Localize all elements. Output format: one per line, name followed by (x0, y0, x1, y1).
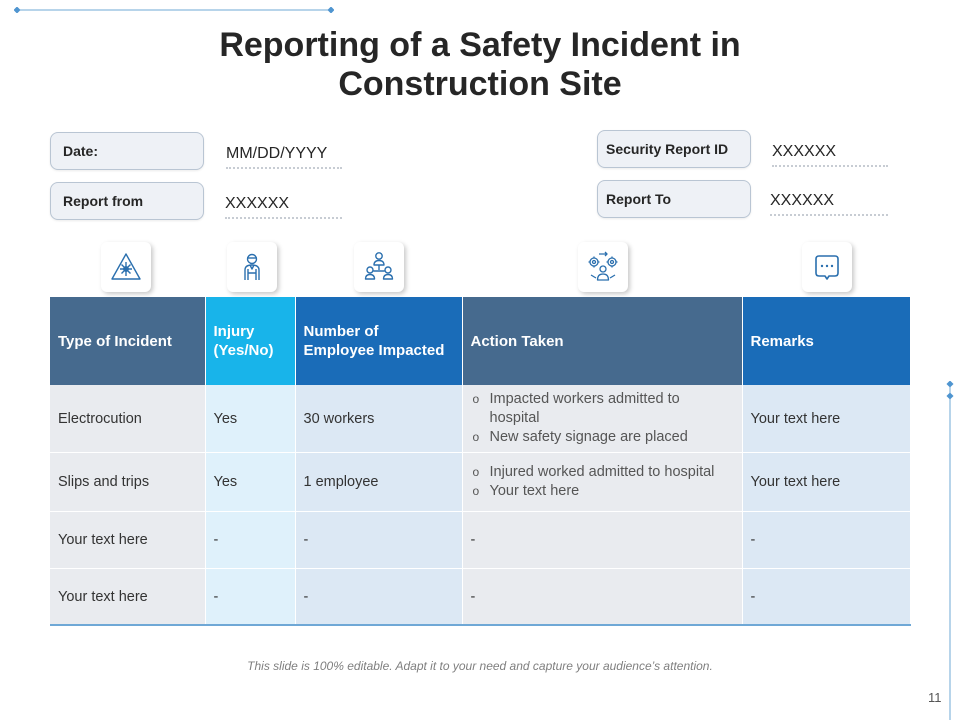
cell-injury: Yes (205, 385, 295, 453)
gears-team-icon (585, 249, 621, 285)
header-remarks: Remarks (742, 297, 910, 385)
page-title (120, 26, 840, 104)
cell-action (462, 453, 742, 512)
cell-employees: - (295, 569, 462, 626)
injury-icon-card (227, 242, 277, 292)
employees-icon-card (354, 242, 404, 292)
top-decorative-line (14, 7, 334, 13)
cell-type: Your text here (50, 569, 205, 626)
bullet: o (472, 430, 480, 444)
incident-table (50, 297, 911, 626)
cell-type: Your text here (50, 512, 205, 569)
action-list (471, 463, 734, 501)
report-to-field[interactable]: XXXXXX (770, 182, 888, 216)
hazard-icon-card (101, 242, 151, 292)
remarks-icon-card (802, 242, 852, 292)
cell-type: Electrocution (50, 385, 205, 453)
cell-remarks: - (742, 512, 910, 569)
bullet: o (472, 484, 480, 498)
table-header-row (50, 297, 910, 385)
date-label: Date: (50, 132, 204, 170)
list-item: o New safety signage are placed (472, 429, 688, 445)
cell-remarks: Your text here (742, 385, 910, 453)
bullet: o (472, 465, 480, 479)
cell-injury: - (205, 569, 295, 626)
cell-employees: - (295, 512, 462, 569)
injured-worker-icon (234, 249, 270, 285)
header-injury: Injury (Yes/No) (205, 297, 295, 385)
table-row (50, 385, 910, 453)
cell-injury: - (205, 512, 295, 569)
bullet: o (472, 392, 480, 406)
cell-employees: 30 workers (295, 385, 462, 453)
table-row (50, 453, 910, 512)
title-line-1: Reporting of a Safety Incident in (219, 26, 741, 64)
report-from-label: Report from (50, 182, 204, 220)
cell-type: Slips and trips (50, 453, 205, 512)
chat-bubble-icon (809, 249, 845, 285)
list-item: o Impacted workers admitted to hospital (472, 391, 680, 426)
header-employees-impacted: Number of Employee Impacted (295, 297, 462, 385)
report-from-field[interactable]: XXXXXX (225, 185, 342, 219)
security-report-id-field[interactable]: XXXXXX (772, 133, 888, 167)
action-icon-card (578, 242, 628, 292)
cell-action (462, 385, 742, 453)
page-number: 11 (928, 690, 942, 705)
cell-employees: 1 employee (295, 453, 462, 512)
table-row (50, 569, 910, 626)
list-item: o Your text here (472, 483, 580, 499)
header-type-of-incident: Type of Incident (50, 297, 205, 385)
team-hierarchy-icon (361, 249, 397, 285)
header-action-taken: Action Taken (462, 297, 742, 385)
cell-injury: Yes (205, 453, 295, 512)
list-item: o Injured worked admitted to hospital (472, 464, 715, 480)
cell-action: - (462, 569, 742, 626)
action-list (471, 390, 734, 447)
report-to-label: Report To (597, 180, 751, 218)
table-row (50, 512, 910, 569)
title-line-2: Construction Site (338, 65, 622, 103)
cell-action: - (462, 512, 742, 569)
cell-remarks: - (742, 569, 910, 626)
security-report-id-label: Security Report ID (597, 130, 751, 168)
date-field[interactable]: MM/DD/YYYY (226, 135, 342, 169)
cell-remarks: Your text here (742, 453, 910, 512)
footer-note: This slide is 100% editable. Adapt it to your need and capture your audience’s attention. (247, 659, 713, 673)
hazard-triangle-icon (108, 249, 144, 285)
